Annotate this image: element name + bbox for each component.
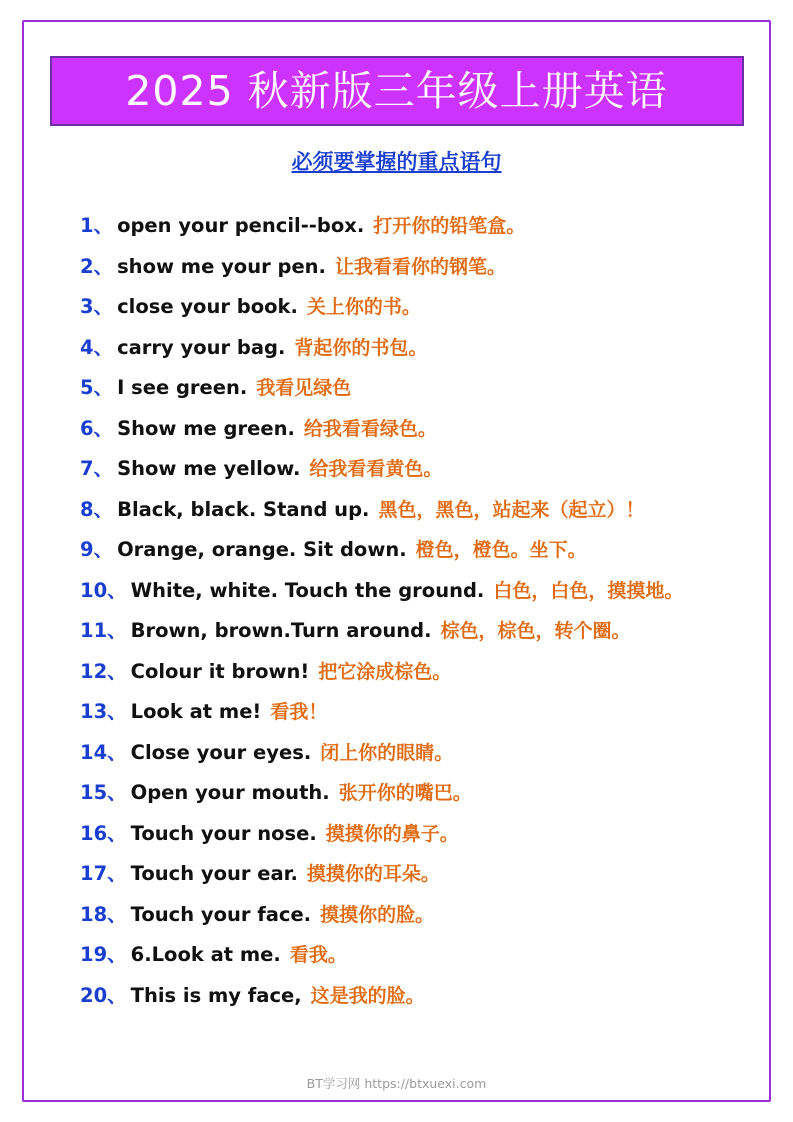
list-item [80, 413, 749, 441]
list-item-number: 7、 [80, 457, 114, 480]
list-item-english: 6.Look at me. [130, 943, 281, 966]
list-item-number: 9、 [80, 538, 114, 561]
list-item-chinese: 闭上你的眼睛。 [320, 741, 454, 764]
list-item-chinese: 白色，白色，摸摸地。 [493, 579, 684, 602]
list-item-number: 5、 [80, 376, 114, 399]
list-item-number: 12、 [80, 659, 127, 683]
footer-watermark: BT学习网 https://btxuexi.com [306, 1076, 487, 1091]
list-item-number: 3、 [80, 295, 114, 318]
page-title: 2025 秋新版三年级上册英语 [125, 66, 668, 115]
list-item-chinese: 黑色，黑色，站起来（起立）！ [378, 498, 645, 521]
list-item-chinese: 摸摸你的鼻子。 [325, 822, 459, 845]
list-item-number: 13、 [80, 700, 127, 723]
list-item-english: show me your pen. [117, 254, 326, 278]
list-item [80, 737, 749, 765]
list-item-chinese: 摸摸你的脸。 [320, 903, 435, 926]
list-item-chinese: 橙色，橙色。坐下。 [415, 539, 587, 561]
list-item-number: 11、 [80, 619, 127, 642]
title-banner [50, 56, 744, 126]
list-item-english: close your book. [117, 295, 298, 318]
list-item-chinese: 看我。 [289, 944, 347, 966]
list-item [80, 210, 749, 238]
list-item [80, 615, 749, 643]
list-item [80, 372, 749, 400]
list-item [80, 332, 749, 360]
list-item [80, 251, 749, 279]
list-item-english: Touch your nose. [130, 821, 317, 845]
list-item-number: 6、 [80, 416, 114, 440]
list-item-number: 14、 [80, 740, 127, 764]
list-item-chinese: 背起你的书包。 [294, 336, 428, 359]
list-item-english: Brown, brown.Turn around. [130, 619, 432, 642]
list-item-number: 19、 [80, 943, 127, 966]
list-item-number: 1、 [80, 214, 114, 237]
list-item [80, 858, 749, 886]
list-item [80, 980, 749, 1008]
sentence-list [44, 210, 749, 1008]
list-item [80, 534, 749, 562]
list-item-english: This is my face, [130, 983, 302, 1007]
list-item-number: 16、 [80, 821, 127, 845]
list-item-number: 20、 [80, 983, 127, 1007]
list-item-chinese: 我看见绿色 [256, 377, 352, 399]
list-item-chinese: 给我看看绿色。 [303, 417, 437, 440]
list-item-english: Black, black. Stand up. [117, 497, 370, 521]
list-item [80, 575, 749, 603]
list-item-english: White, white. Touch the ground. [130, 578, 485, 602]
list-item-english: I see green. [117, 376, 248, 399]
list-item [80, 777, 749, 805]
list-item [80, 899, 749, 927]
list-item-number: 4、 [80, 335, 114, 359]
list-item [80, 291, 749, 319]
list-item-chinese: 打开你的铅笔盒。 [373, 215, 526, 237]
list-item-chinese: 这是我的脸。 [310, 984, 425, 1007]
list-item-english: Show me yellow. [117, 457, 301, 480]
list-item-english: Touch your face. [130, 902, 312, 926]
list-item-english: Orange, orange. Sit down. [117, 538, 407, 561]
list-item-number: 2、 [80, 254, 114, 278]
list-item-chinese: 看我！ [270, 701, 328, 723]
list-item [80, 696, 749, 724]
page-subtitle: 必须要掌握的重点语句 [291, 150, 502, 174]
list-item-english: Look at me! [130, 700, 262, 723]
list-item-english: Touch your ear. [130, 862, 298, 885]
list-item-chinese: 关上你的书。 [306, 296, 421, 318]
list-item [80, 494, 749, 522]
list-item-english: open your pencil--box. [117, 214, 365, 237]
list-item-chinese: 把它涂成棕色。 [318, 660, 452, 683]
page-frame [22, 20, 771, 1102]
list-item [80, 453, 749, 481]
list-item-number: 18、 [80, 902, 127, 926]
list-item [80, 818, 749, 846]
list-item-english: carry your bag. [117, 335, 286, 359]
list-item-chinese: 摸摸你的耳朵。 [306, 863, 440, 885]
list-item-english: Colour it brown! [130, 659, 310, 683]
list-item-number: 10、 [80, 578, 127, 602]
list-item-english: Open your mouth. [130, 781, 330, 804]
list-item-english: Close your eyes. [130, 740, 312, 764]
list-item-number: 17、 [80, 862, 127, 885]
list-item-chinese: 张开你的嘴巴。 [338, 782, 472, 804]
list-item [80, 939, 749, 967]
list-item-chinese: 棕色，棕色，转个圈。 [440, 620, 631, 642]
list-item-english: Show me green. [117, 416, 295, 440]
list-item-chinese: 给我看看黄色。 [309, 458, 443, 480]
list-item-chinese: 让我看看你的钢笔。 [334, 255, 506, 278]
list-item-number: 15、 [80, 781, 127, 804]
list-item-number: 8、 [80, 497, 114, 521]
list-item [80, 656, 749, 684]
